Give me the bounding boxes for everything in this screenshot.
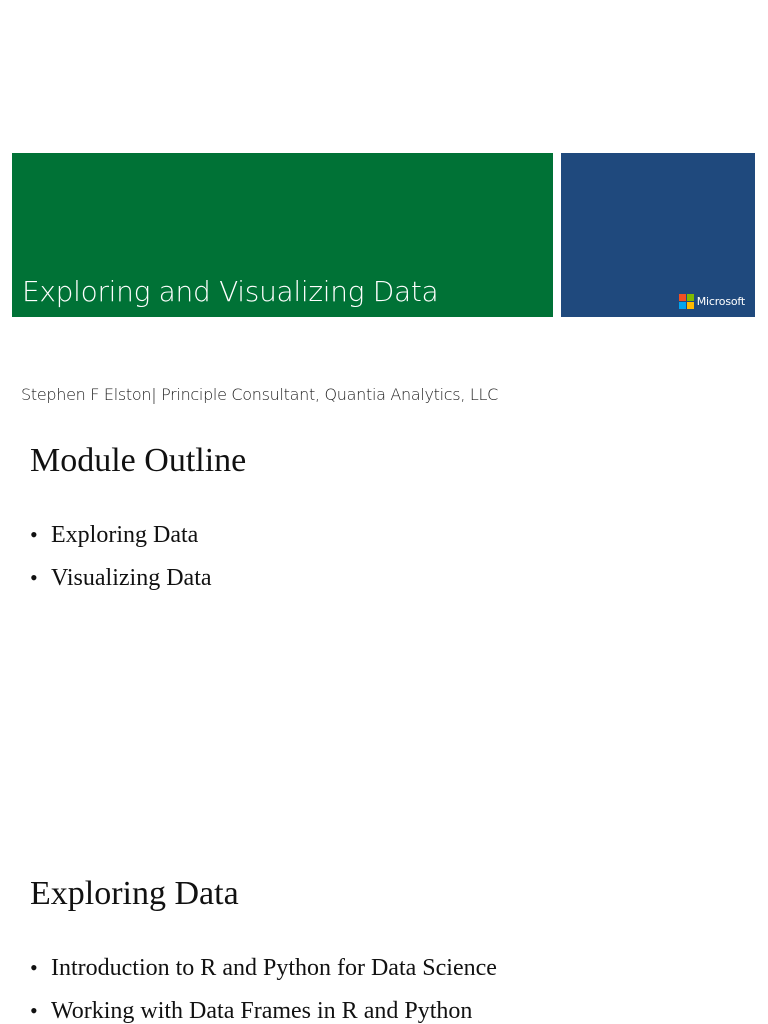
module-outline-list [30, 522, 212, 608]
exploring-data-heading: Exploring Data [30, 875, 239, 912]
list-item [30, 998, 497, 1024]
module-outline-heading: Module Outline [30, 442, 247, 479]
windows-logo-icon [679, 294, 694, 309]
brand-panel [561, 153, 755, 317]
title-banner [12, 153, 553, 317]
exploring-data-list [30, 955, 497, 1024]
microsoft-logo [679, 294, 745, 309]
bullet-icon: • [30, 522, 38, 547]
list-item-text: Introduction to R and Python for Data Science [51, 955, 497, 981]
bullet-icon: • [30, 565, 38, 590]
list-item-text: Exploring Data [51, 522, 199, 548]
brand-name: Microsoft [696, 295, 745, 308]
list-item-text: Visualizing Data [51, 565, 212, 591]
bullet-icon: • [30, 955, 38, 980]
list-item-text: Working with Data Frames in R and Python [51, 998, 473, 1024]
list-item [30, 522, 212, 565]
author-line: Stephen F Elston| Principle Consultant, Quantia Analytics, LLC [21, 385, 499, 404]
slide-title: Exploring and Visualizing Data [22, 275, 439, 308]
list-item [30, 565, 212, 608]
bullet-icon: • [30, 998, 38, 1023]
list-item [30, 955, 497, 998]
